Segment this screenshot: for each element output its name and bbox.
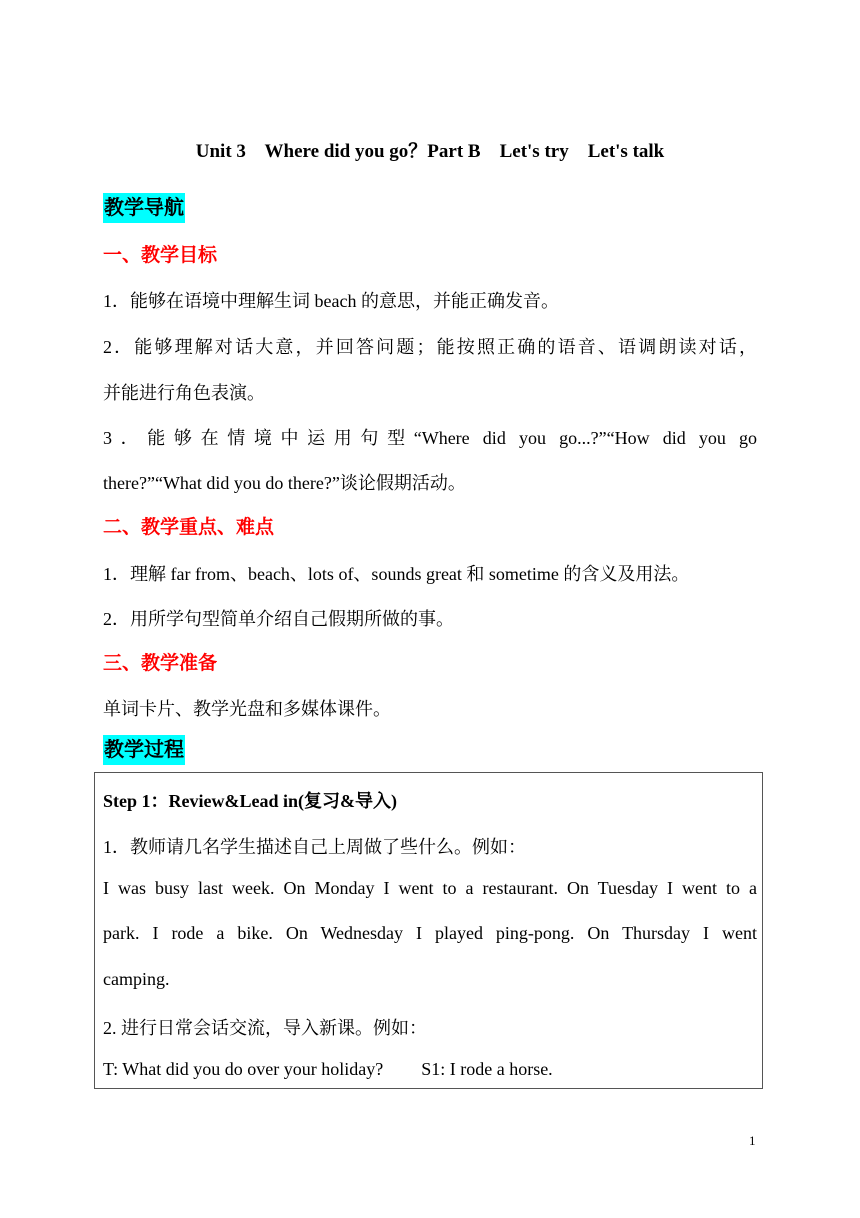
- objective-item-3-line-1: 3．能够在情境中运用句型“Where did you go...?”“How did you go: [103, 428, 757, 448]
- page-number: 1: [749, 1133, 756, 1148]
- step1-line-2: I was busy last week. On Monday I went to a restaurant. On Tuesday I went to a: [103, 878, 757, 898]
- preparation-heading: 三、教学准备: [103, 653, 218, 674]
- dialog-teacher-line: T: What did you do over your holiday?: [103, 1059, 384, 1079]
- objectives-heading: 一、教学目标: [103, 245, 218, 266]
- dialog-student-line: S1: I rode a horse.: [421, 1059, 553, 1079]
- objective-item-2-line-2: 并能进行角色表演。: [103, 383, 265, 403]
- step1-line-5: 2. 进行日常会话交流，导入新课。例如：: [103, 1018, 427, 1038]
- key-point-item-1: 1．理解 far from、beach、lots of、sounds great 和 sometime 的含义及用法。: [103, 564, 690, 584]
- step1-heading: Step 1：Review&Lead in(复习&导入): [103, 791, 397, 811]
- objective-item-1: 1．能够在语境中理解生词 beach 的意思，并能正确发音。: [103, 291, 559, 311]
- key-points-heading: 二、教学重点、难点: [103, 517, 275, 538]
- key-point-item-2: 2．用所学句型简单介绍自己假期所做的事。: [103, 609, 454, 629]
- objective-item-3-line-2: there?”“What did you do there?”谈论假期活动。: [103, 473, 466, 493]
- step1-line-1: 1．教师请几名学生描述自己上周做了些什么。例如：: [103, 837, 526, 857]
- objective-item-2-line-1: 2．能够理解对话大意，并回答问题；能按照正确的语音、语调朗读对话，: [103, 337, 757, 357]
- step1-line-3: park. I rode a bike. On Wednesday I played ping-pong. On Thursday I went: [103, 923, 757, 943]
- preparation-item-1: 单词卡片、教学光盘和多媒体课件。: [103, 699, 391, 719]
- step1-line-4: camping.: [103, 969, 170, 989]
- teaching-guide-heading: 教学导航: [103, 193, 185, 223]
- page-title: Unit 3 Where did you go？Part B Let's try Let's talk: [195, 141, 665, 162]
- step1-dialog: [103, 1059, 757, 1080]
- teaching-process-heading: 教学过程: [103, 735, 185, 765]
- step1-box: [94, 772, 763, 1089]
